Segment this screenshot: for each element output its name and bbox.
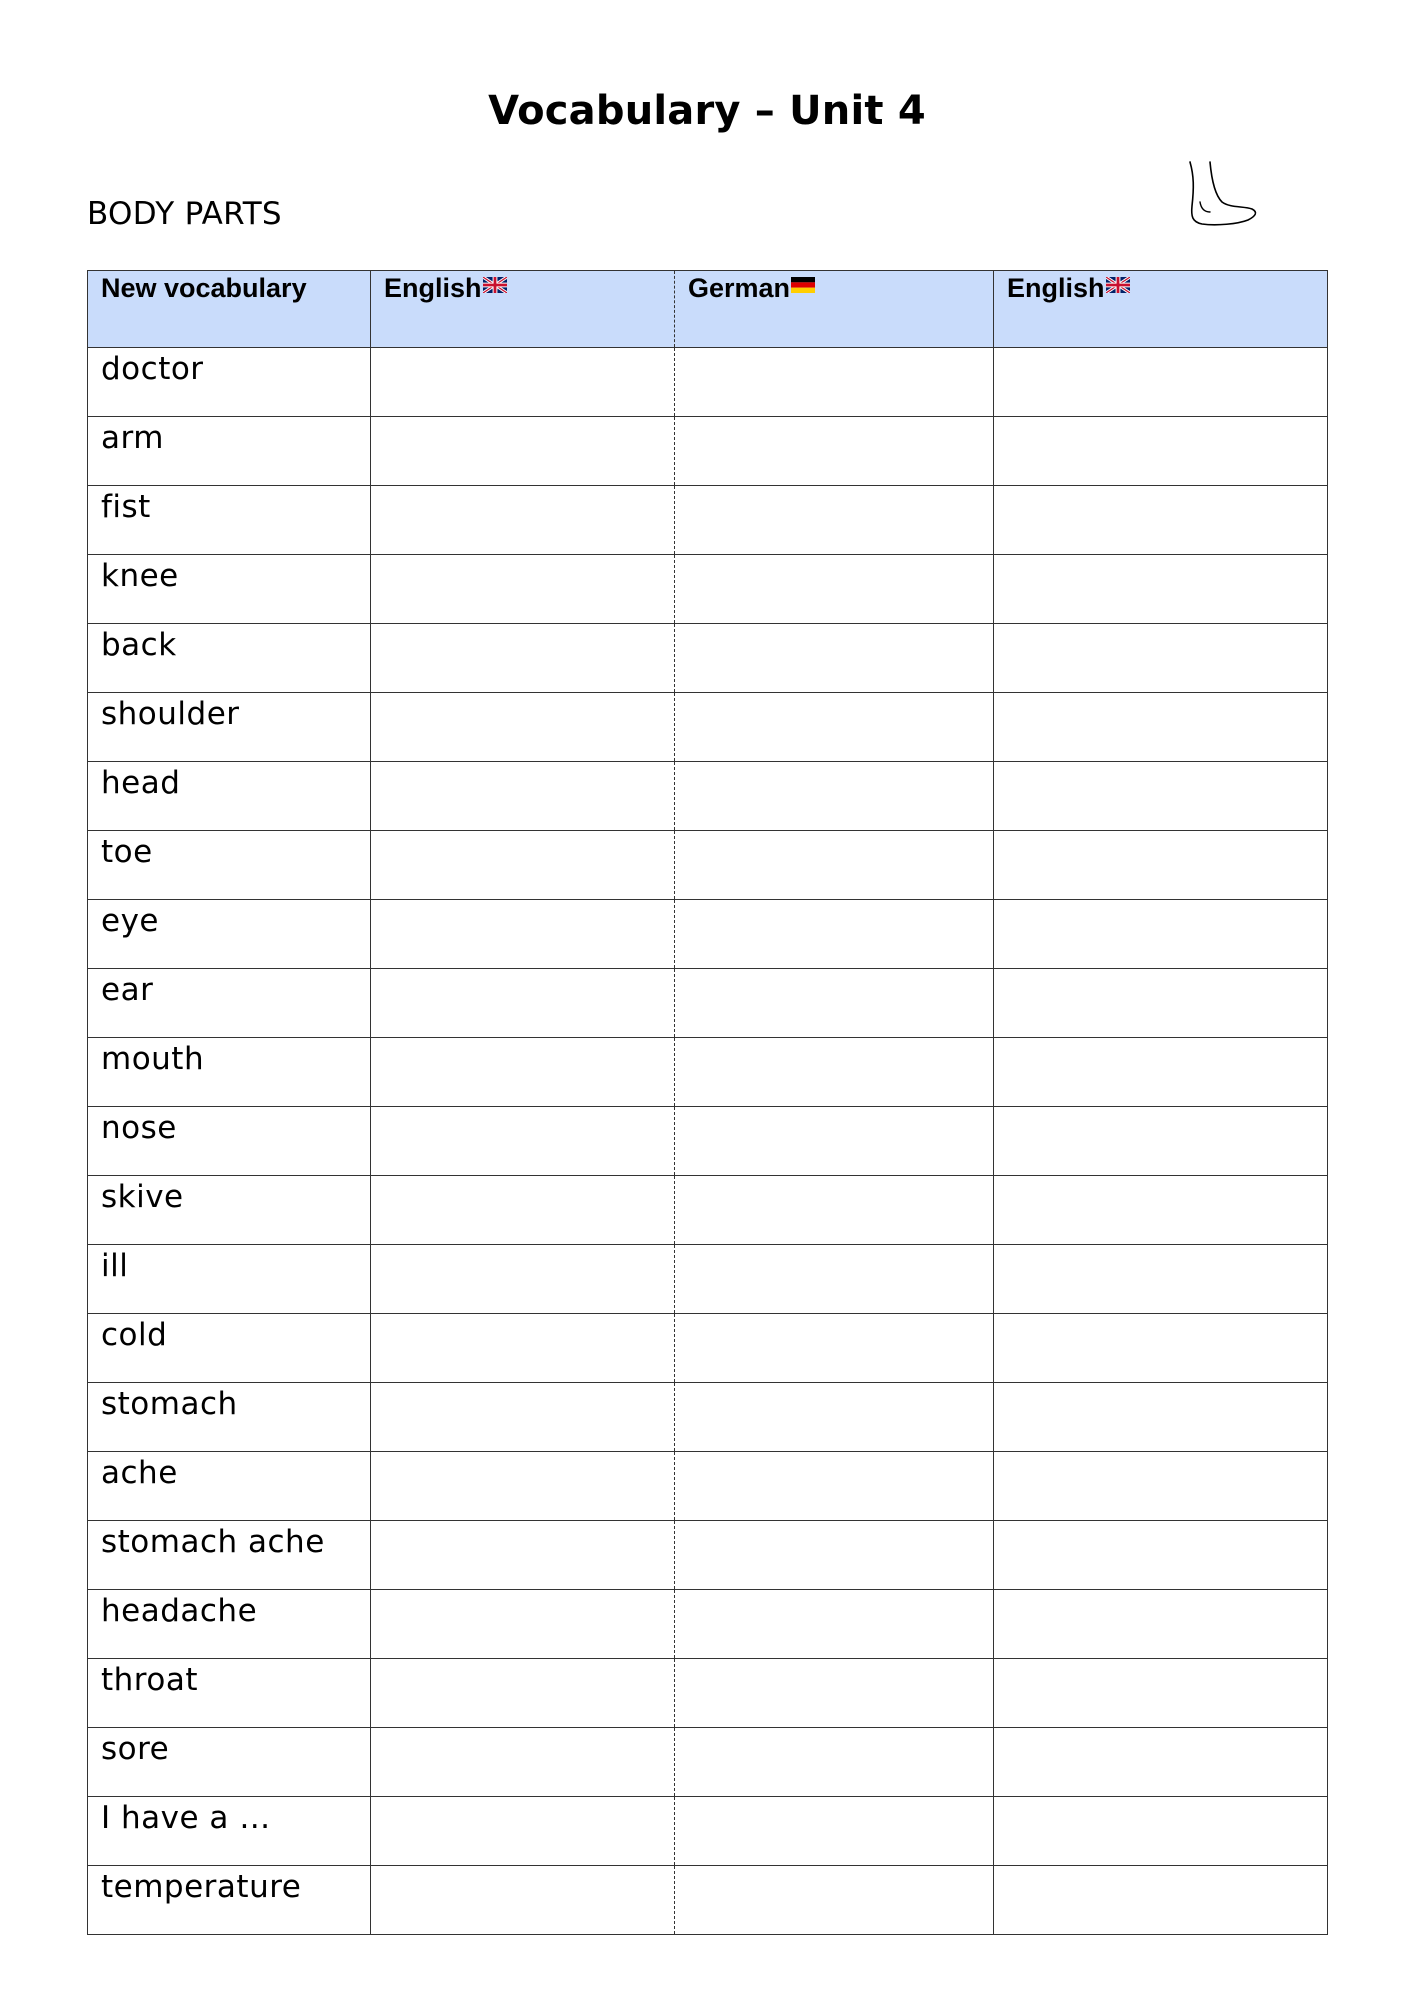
english-answer-cell[interactable] — [371, 1176, 675, 1245]
english-answer-cell-2[interactable] — [994, 1866, 1328, 1935]
english-answer-cell-2[interactable] — [994, 1521, 1328, 1590]
german-answer-cell[interactable] — [675, 762, 994, 831]
english-answer-cell[interactable] — [371, 969, 675, 1038]
vocabulary-word: ill — [88, 1245, 371, 1314]
english-answer-cell-2[interactable] — [994, 1659, 1328, 1728]
german-answer-cell[interactable] — [675, 1728, 994, 1797]
english-answer-cell[interactable] — [371, 762, 675, 831]
german-answer-cell[interactable] — [675, 900, 994, 969]
table-row — [88, 1797, 1328, 1866]
uk-flag-icon — [1106, 277, 1130, 293]
english-answer-cell-2[interactable] — [994, 348, 1328, 417]
vocabulary-word: arm — [88, 417, 371, 486]
table-row — [88, 555, 1328, 624]
header-label: English — [1007, 273, 1105, 303]
english-answer-cell[interactable] — [371, 1314, 675, 1383]
german-answer-cell[interactable] — [675, 1866, 994, 1935]
table-row — [88, 624, 1328, 693]
english-answer-cell[interactable] — [371, 1038, 675, 1107]
english-answer-cell-2[interactable] — [994, 1176, 1328, 1245]
vocabulary-word: ear — [88, 969, 371, 1038]
table-row — [88, 1728, 1328, 1797]
table-row — [88, 417, 1328, 486]
table-row — [88, 486, 1328, 555]
german-answer-cell[interactable] — [675, 486, 994, 555]
header-label: German — [688, 273, 791, 303]
english-answer-cell[interactable] — [371, 1797, 675, 1866]
english-answer-cell[interactable] — [371, 417, 675, 486]
english-answer-cell-2[interactable] — [994, 1038, 1328, 1107]
german-answer-cell[interactable] — [675, 1107, 994, 1176]
uk-flag-icon — [483, 277, 507, 293]
german-answer-cell[interactable] — [675, 417, 994, 486]
vocabulary-word: toe — [88, 831, 371, 900]
vocabulary-table-body — [88, 348, 1328, 1935]
header-new-vocabulary — [88, 271, 371, 348]
table-row — [88, 900, 1328, 969]
header-english — [371, 271, 675, 348]
vocabulary-word: knee — [88, 555, 371, 624]
english-answer-cell[interactable] — [371, 831, 675, 900]
german-answer-cell[interactable] — [675, 693, 994, 762]
english-answer-cell-2[interactable] — [994, 1728, 1328, 1797]
german-answer-cell[interactable] — [675, 1314, 994, 1383]
table-row — [88, 1590, 1328, 1659]
table-row — [88, 1452, 1328, 1521]
english-answer-cell-2[interactable] — [994, 900, 1328, 969]
german-answer-cell[interactable] — [675, 348, 994, 417]
vocabulary-word: sore — [88, 1728, 371, 1797]
english-answer-cell-2[interactable] — [994, 1452, 1328, 1521]
header-english-2 — [994, 271, 1328, 348]
english-answer-cell-2[interactable] — [994, 1245, 1328, 1314]
table-row — [88, 762, 1328, 831]
table-header-row — [88, 271, 1328, 348]
english-answer-cell[interactable] — [371, 1659, 675, 1728]
vocabulary-word: head — [88, 762, 371, 831]
table-row — [88, 1038, 1328, 1107]
header-label: English — [384, 273, 482, 303]
vocabulary-word: cold — [88, 1314, 371, 1383]
vocabulary-word: stomach ache — [88, 1521, 371, 1590]
german-answer-cell[interactable] — [675, 1521, 994, 1590]
english-answer-cell-2[interactable] — [994, 1107, 1328, 1176]
english-answer-cell-2[interactable] — [994, 417, 1328, 486]
english-answer-cell[interactable] — [371, 555, 675, 624]
table-row — [88, 348, 1328, 417]
english-answer-cell-2[interactable] — [994, 969, 1328, 1038]
german-answer-cell[interactable] — [675, 1383, 994, 1452]
vocabulary-word: I have a … — [88, 1797, 371, 1866]
vocabulary-word: nose — [88, 1107, 371, 1176]
german-answer-cell[interactable] — [675, 969, 994, 1038]
german-answer-cell[interactable] — [675, 1176, 994, 1245]
header-german — [675, 271, 994, 348]
english-answer-cell[interactable] — [371, 1383, 675, 1452]
vocabulary-word: doctor — [88, 348, 371, 417]
header-label: New vocabulary — [101, 273, 307, 303]
english-answer-cell[interactable] — [371, 1590, 675, 1659]
english-answer-cell-2[interactable] — [994, 831, 1328, 900]
vocabulary-word: stomach — [88, 1383, 371, 1452]
table-row — [88, 693, 1328, 762]
vocabulary-word: throat — [88, 1659, 371, 1728]
table-row — [88, 1659, 1328, 1728]
german-answer-cell[interactable] — [675, 555, 994, 624]
english-answer-cell-2[interactable] — [994, 555, 1328, 624]
table-row — [88, 831, 1328, 900]
table-row — [88, 1866, 1328, 1935]
table-row — [88, 1383, 1328, 1452]
english-answer-cell[interactable] — [371, 1866, 675, 1935]
english-answer-cell-2[interactable] — [994, 486, 1328, 555]
vocabulary-word: skive — [88, 1176, 371, 1245]
english-answer-cell[interactable] — [371, 1521, 675, 1590]
english-answer-cell[interactable] — [371, 624, 675, 693]
table-row — [88, 1521, 1328, 1590]
section-heading: BODY PARTS — [87, 196, 282, 232]
table-row — [88, 1314, 1328, 1383]
german-answer-cell[interactable] — [675, 624, 994, 693]
english-answer-cell[interactable] — [371, 486, 675, 555]
english-answer-cell[interactable] — [371, 1452, 675, 1521]
table-row — [88, 1107, 1328, 1176]
vocabulary-word: eye — [88, 900, 371, 969]
english-answer-cell-2[interactable] — [994, 624, 1328, 693]
vocabulary-word: ache — [88, 1452, 371, 1521]
english-answer-cell[interactable] — [371, 348, 675, 417]
table-row — [88, 1245, 1328, 1314]
english-answer-cell[interactable] — [371, 1728, 675, 1797]
german-flag-icon — [791, 277, 815, 293]
foot-icon — [1182, 158, 1264, 230]
english-answer-cell[interactable] — [371, 900, 675, 969]
german-answer-cell[interactable] — [675, 1038, 994, 1107]
vocabulary-table — [87, 270, 1328, 1935]
english-answer-cell-2[interactable] — [994, 762, 1328, 831]
english-answer-cell[interactable] — [371, 1107, 675, 1176]
english-answer-cell-2[interactable] — [994, 1590, 1328, 1659]
english-answer-cell-2[interactable] — [994, 1797, 1328, 1866]
page-title: Vocabulary – Unit 4 — [488, 88, 926, 134]
german-answer-cell[interactable] — [675, 1452, 994, 1521]
german-answer-cell[interactable] — [675, 831, 994, 900]
vocabulary-word: mouth — [88, 1038, 371, 1107]
english-answer-cell[interactable] — [371, 693, 675, 762]
german-answer-cell[interactable] — [675, 1590, 994, 1659]
vocabulary-word: back — [88, 624, 371, 693]
english-answer-cell-2[interactable] — [994, 1314, 1328, 1383]
english-answer-cell-2[interactable] — [994, 1383, 1328, 1452]
german-answer-cell[interactable] — [675, 1797, 994, 1866]
vocabulary-word: fist — [88, 486, 371, 555]
english-answer-cell-2[interactable] — [994, 693, 1328, 762]
german-answer-cell[interactable] — [675, 1659, 994, 1728]
table-row — [88, 969, 1328, 1038]
vocabulary-word: headache — [88, 1590, 371, 1659]
german-answer-cell[interactable] — [675, 1245, 994, 1314]
vocabulary-word: shoulder — [88, 693, 371, 762]
table-row — [88, 1176, 1328, 1245]
english-answer-cell[interactable] — [371, 1245, 675, 1314]
vocabulary-word: temperature — [88, 1866, 371, 1935]
